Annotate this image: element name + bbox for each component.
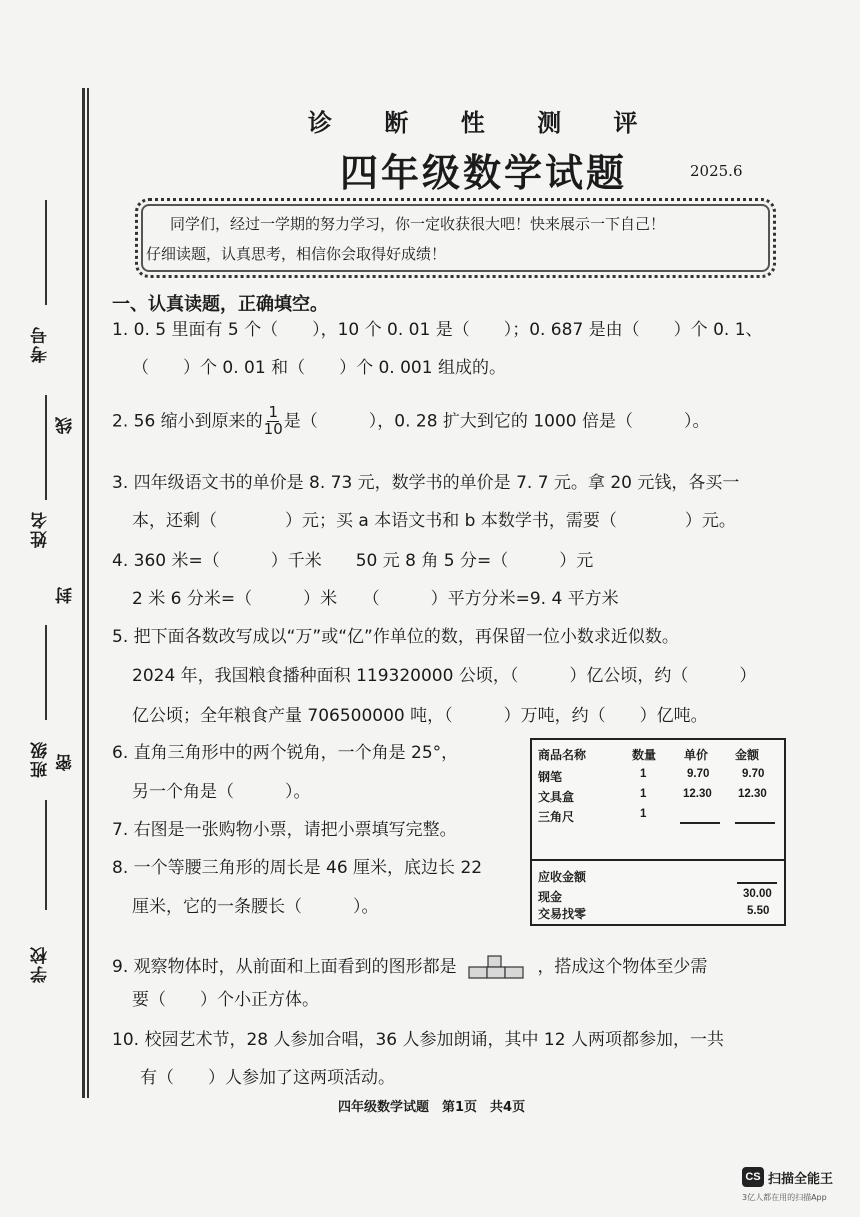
receipt-row-1-amount: 9.70 — [742, 768, 765, 780]
scanner-brand: 扫描全能王 — [768, 1172, 834, 1187]
question-9-prefix: 9. 观察物体时，从前面和上面看到的图形都是 — [112, 957, 457, 977]
question-6-line-2: 另一个角是（ ）。 — [132, 782, 311, 802]
receipt-row-3-name: 三角尺 — [538, 810, 575, 824]
receipt-row-1-name: 钢笔 — [538, 770, 563, 784]
notice-box — [135, 198, 776, 278]
margin-blank-kaohao — [45, 200, 47, 305]
question-4-line-2: 2 米 6 分米=（ ）米 （ ）平方分米=9. 4 平方米 — [132, 589, 619, 609]
exam-date: 2025.6 — [690, 162, 743, 180]
receipt-header-name: 商品名称 — [538, 748, 587, 762]
margin-label-feng: 封 — [56, 585, 76, 604]
question-8-line-1: 8. 一个等腰三角形的周长是 46 厘米，底边长 22 — [112, 858, 483, 878]
cube-top — [488, 956, 501, 967]
binding-line-inner — [87, 88, 89, 1098]
receipt-header-amount: 金额 — [735, 748, 760, 762]
receipt-row-2-qty: 1 — [640, 788, 647, 800]
question-6-line-1: 6. 直角三角形中的两个锐角，一个角是 25°， — [112, 743, 459, 763]
cube-bottom-1 — [469, 967, 487, 978]
fraction-numerator: 1 — [268, 403, 278, 421]
cube-view-svg — [468, 955, 526, 979]
receipt-row-2-amount: 12.30 — [738, 788, 767, 800]
question-5-line-3: 亿公顷；全年粮食产量 706500000 吨，（ ）万吨，约（ ）亿吨。 — [132, 706, 708, 726]
binding-line-outer — [82, 88, 85, 1098]
question-3-line-2: 本，还剩（ ）元；买 a 本语文书和 b 本数学书，需要（ ）元。 — [132, 511, 736, 531]
shopping-receipt — [530, 738, 786, 926]
question-9-suffix: ，搭成这个物体至少需 — [537, 957, 708, 977]
question-5-line-2: 2024 年，我国粮食播种面积 119320000 公顷，（ ）亿公顷，约（ ） — [132, 666, 757, 686]
cube-bottom-2 — [487, 967, 505, 978]
receipt-divider — [532, 859, 784, 861]
fraction-denominator: 10 — [263, 419, 283, 438]
question-10-line-1: 10. 校园艺术节，28 人参加合唱，36 人参加朗诵，其中 12 人两项都参加，一共 — [112, 1030, 724, 1050]
section-1-title: 一、认真读题，正确填空。 — [112, 294, 328, 315]
question-9-line-1 — [112, 955, 707, 979]
question-3-line-1: 3. 四年级语文书的单价是 8. 73 元，数学书的单价是 7. 7 元。拿 20 元钱，各买一 — [112, 473, 740, 493]
question-7: 7. 右图是一张购物小票，请把小票填写完整。 — [112, 820, 457, 840]
receipt-row-2-price: 12.30 — [683, 788, 712, 800]
margin-label-xian: 线 — [56, 415, 76, 434]
question-1-line-2: （ ）个 0. 01 和（ ）个 0. 001 组成的。 — [132, 358, 506, 378]
receipt-header-qty: 数量 — [632, 748, 657, 762]
receipt-cash-label: 现金 — [538, 890, 563, 904]
question-1-line-1: 1. 0. 5 里面有 5 个（ ），10 个 0. 01 是（ ）；0. 687 是由（ ）个 0. 1、 — [112, 320, 763, 340]
question-8-line-2: 厘米，它的一条腰长（ ）。 — [132, 897, 379, 917]
receipt-row-3-price-blank — [680, 822, 720, 824]
notice-line-1: 同学们，经过一学期的努力学习，你一定收获很大吧！快来展示一下自己！ — [170, 215, 666, 233]
margin-label-xuexiao: 学校 — [31, 945, 51, 983]
receipt-cash-value: 30.00 — [743, 888, 772, 900]
receipt-change-label: 交易找零 — [538, 907, 587, 921]
margin-label-mi: 密 — [56, 752, 76, 771]
receipt-row-1-price: 9.70 — [687, 768, 710, 780]
margin-blank-banji — [45, 625, 47, 720]
scanner-logo-icon: CS — [742, 1167, 764, 1187]
margin-label-kaohao: 考号 — [31, 325, 51, 363]
question-5-line-1: 5. 把下面各数改写成以“万”或“亿”作单位的数，再保留一位小数求近似数。 — [112, 627, 679, 647]
question-10-line-2: 有（ ）人参加了这两项活动。 — [140, 1068, 395, 1088]
question-9-line-2: 要（ ）个小正方体。 — [132, 990, 319, 1010]
cube-bottom-3 — [505, 967, 523, 978]
receipt-total-label: 应收金额 — [538, 870, 587, 884]
question-2-prefix: 2. 56 缩小到原来的 — [112, 411, 263, 432]
receipt-change-value: 5.50 — [747, 905, 770, 917]
cube-view-figure — [468, 955, 526, 979]
margin-label-xingming: 姓名 — [31, 510, 51, 548]
fraction-one-tenth — [264, 405, 283, 438]
question-2 — [112, 405, 710, 438]
page-footer: 四年级数学试题 第1页 共4页 — [338, 1100, 526, 1115]
scanner-tagline: 3亿人都在用的扫描App — [742, 1193, 827, 1202]
margin-blank-xingming — [45, 395, 47, 500]
margin-label-banji: 班级 — [31, 740, 51, 778]
exam-title: 四年级数学试题 — [340, 151, 628, 195]
margin-blank-xuexiao — [45, 800, 47, 910]
receipt-header-price: 单价 — [684, 748, 709, 762]
receipt-row-2-name: 文具盒 — [538, 790, 575, 804]
receipt-cash-overline — [737, 882, 777, 884]
question-2-suffix: 是（ ），0. 28 扩大到它的 1000 倍是（ ）。 — [283, 411, 710, 432]
question-4-line-1: 4. 360 米=（ ）千米 50 元 8 角 5 分=（ ）元 — [112, 551, 594, 571]
receipt-row-3-qty: 1 — [640, 808, 647, 820]
receipt-row-1-qty: 1 — [640, 768, 647, 780]
receipt-row-3-amount-blank — [735, 822, 775, 824]
notice-line-2: 仔细读题，认真思考，相信你会取得好成绩！ — [146, 245, 447, 263]
exam-subtitle: 诊 断 性 测 评 — [308, 109, 660, 137]
